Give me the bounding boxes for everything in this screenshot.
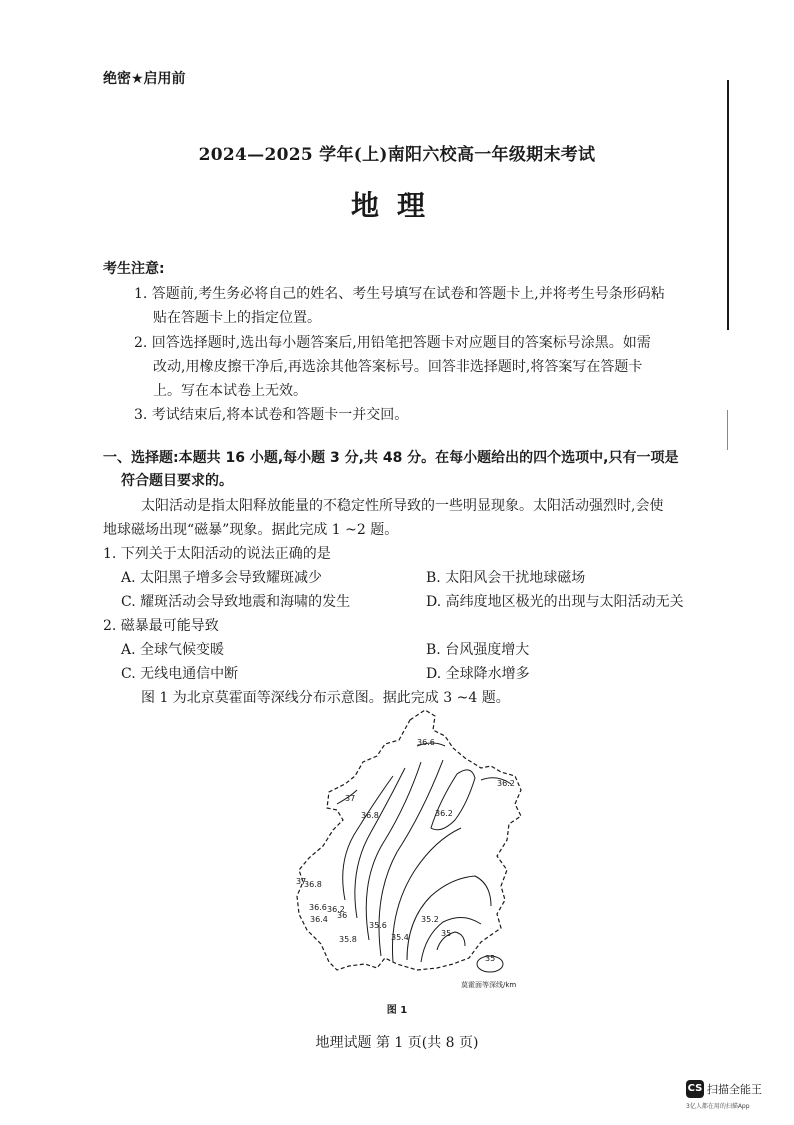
scanner-logo-icon: CS: [686, 1080, 704, 1098]
contour-label: 36.8: [361, 811, 379, 820]
legend-label: 莫霍面等深线/km: [461, 981, 517, 989]
figure-caption: 图 1: [386, 1005, 408, 1016]
contour-label: 36.6: [309, 903, 327, 912]
contour-label: 36.8: [304, 880, 322, 889]
q2-option-d: D. 全球降水增多: [426, 666, 530, 682]
question-1-stem: 1. 下列关于太阳活动的说法正确的是: [103, 546, 331, 562]
page-footer: 地理试题 第 1 页(共 8 页): [315, 1035, 479, 1051]
q1-option-a: A. 太阳黑子增多会导致耀斑减少: [121, 570, 323, 586]
q2-option-a: A. 全球气候变暖: [121, 642, 225, 658]
notice-line: 1. 答题前,考生务必将自己的姓名、考生号填写在试卷和答题卡上,并将考生号条形码粘: [134, 286, 665, 302]
notice-line: 上。写在本试卷上无效。: [153, 383, 307, 399]
contour-label: 36.2: [497, 779, 515, 788]
binding-line-lower: [727, 410, 728, 450]
contour-line: [431, 770, 475, 830]
contour-line: [355, 768, 405, 918]
contour-line: [366, 762, 421, 940]
section-heading-cont: 符合题目要求的。: [121, 473, 233, 489]
intro-paragraph-cont: 地球磁场出现“磁暴”现象。据此完成 1 ~2 题。: [103, 522, 399, 538]
contour-label: 36: [337, 911, 348, 920]
contour-label: 35.2: [421, 915, 439, 924]
notice-line: 改动,用橡皮擦干净后,再选涂其他答案标号。回答非选择题时,将答案写在答题卡: [153, 359, 643, 375]
contour-label: 36.2: [327, 905, 345, 914]
scanner-name: 扫描全能王: [707, 1082, 762, 1096]
notice-heading: 考生注意:: [103, 261, 165, 277]
q2-option-b: B. 台风强度增大: [426, 642, 530, 658]
notice-line: 3. 考试结束后,将本试卷和答题卡一并交回。: [134, 407, 409, 423]
contour-label: 36.4: [310, 915, 328, 924]
notice-line: 2. 回答选择题时,选出每小题答案后,用铅笔把答题卡对应题目的答案标号涂黑。如需: [134, 335, 651, 351]
contour-line: [407, 876, 491, 960]
exam-title: 2024—2025 学年(上)南阳六校高一年级期末考试: [198, 145, 596, 165]
legend-value: 35: [485, 954, 496, 963]
section-heading: 一、选择题:本题共 16 小题,每小题 3 分,共 48 分。在每小题给出的四个选项中,只有一项是: [103, 450, 679, 466]
contour-label: 35.8: [339, 935, 357, 944]
notice-line: 贴在答题卡上的指定位置。: [153, 310, 321, 326]
moho-depth-map: [285, 700, 545, 995]
subject-title: 地理: [350, 189, 443, 222]
q1-option-d: D. 高纬度地区极光的出现与太阳活动无关: [426, 594, 684, 610]
contour-label: 36.6: [417, 738, 435, 747]
contour-label: 35: [441, 929, 452, 938]
figure-intro: 图 1 为北京莫霍面等深线分布示意图。据此完成 3 ~4 题。: [141, 690, 510, 706]
contour-label: 37: [296, 877, 307, 886]
contour-label: 35.6: [369, 921, 387, 930]
contour-label: 35.4: [391, 933, 409, 942]
q1-option-c: C. 耀斑活动会导致地震和海啸的发生: [121, 594, 351, 610]
contour-label: 37: [345, 794, 356, 803]
scanner-tagline: 3亿人都在用的扫描App: [686, 1103, 750, 1110]
scanner-watermark: [686, 1078, 762, 1098]
contour-line: [421, 917, 481, 962]
question-2-stem: 2. 磁暴最可能导致: [103, 618, 219, 634]
secret-mark: 绝密★启用前: [103, 71, 186, 87]
beijing-boundary: [297, 710, 521, 970]
q1-option-b: B. 太阳风会干扰地球磁场: [426, 570, 586, 586]
contour-label: 36.2: [435, 809, 453, 818]
q2-option-c: C. 无线电通信中断: [121, 666, 239, 682]
intro-paragraph: 太阳活动是指太阳释放能量的不稳定性所导致的一些明显现象。太阳活动强烈时,会使: [141, 498, 664, 514]
